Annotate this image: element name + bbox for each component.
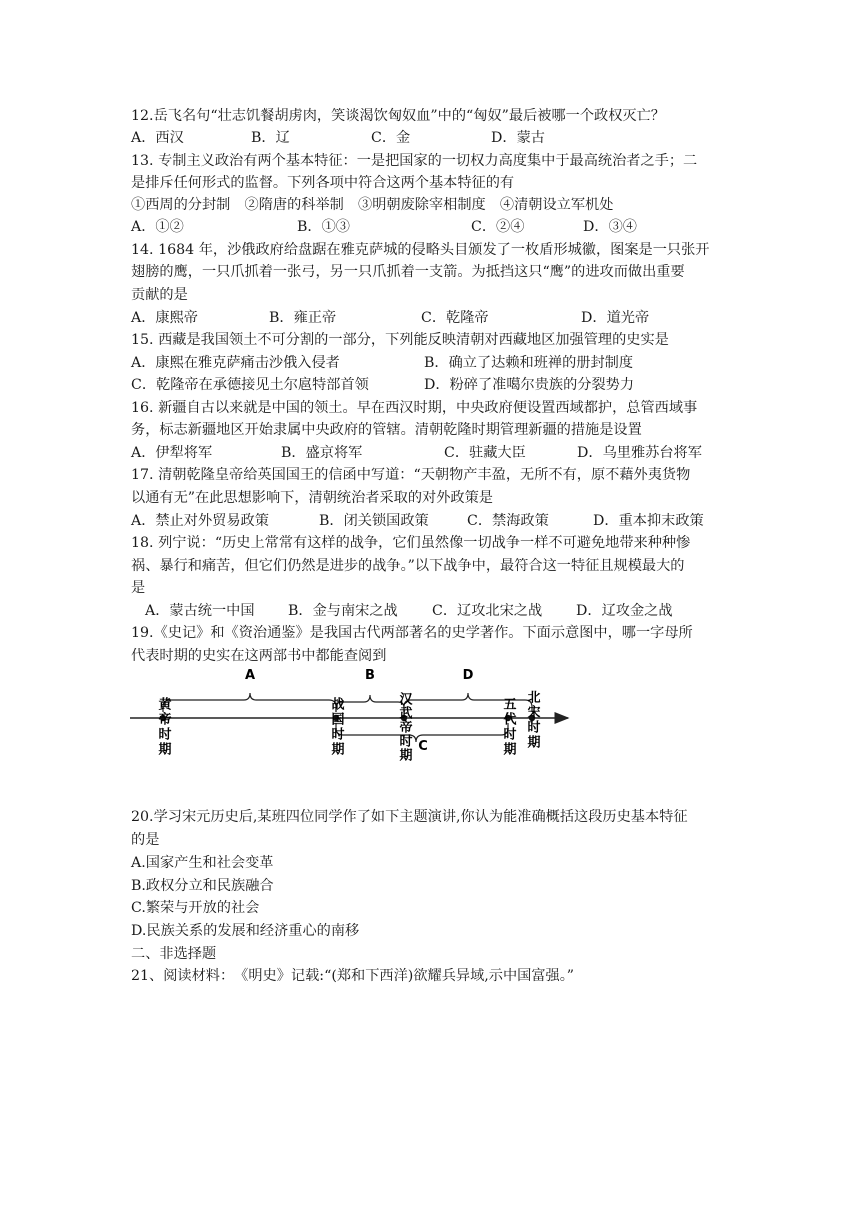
- q18-stem-line1: 18. 列宁说：“历史上常常有这样的战争，它们虽然像一切战争一样不可避免地带来种种惨: [131, 535, 691, 551]
- q12-option-c: C．金: [371, 130, 411, 146]
- period-label-wudai: 五代时期: [500, 697, 516, 757]
- q17-stem-line2: 以通有无”在此思想影响下，清朝统治者采取的对外政策是: [131, 490, 493, 506]
- q13-option-b: B．①③: [297, 219, 350, 235]
- q20-option-a: A.国家产生和社会变革: [131, 855, 274, 871]
- q18-option-d: D．辽攻金之战: [576, 603, 673, 619]
- q17-option-d: D．重本抑末政策: [593, 513, 704, 529]
- q14-option-c: C．乾隆帝: [421, 310, 489, 326]
- q13-option-a: A．①②: [131, 219, 184, 235]
- q13-option-c: C．②④: [471, 219, 525, 235]
- q13-stem-line1: 13. 专制主义政治有两个基本特征：一是把国家的一切权力高度集中于最高统治者之手；二: [131, 153, 698, 169]
- q18-stem-line2: 祸、暴行和痛苦，但它们仍然是进步的战争。”以下战争中，最符合这一特征且规模最大的: [131, 558, 685, 574]
- q16-option-c: C．驻藏大臣: [444, 445, 526, 461]
- brace-label-a: A: [244, 668, 256, 683]
- q17-option-a: A．禁止对外贸易政策: [131, 513, 269, 529]
- q13-option-d: D．③④: [583, 219, 637, 235]
- q14-option-d: D．道光帝: [581, 310, 650, 326]
- q17-option-b: B．闭关锁国政策: [319, 513, 429, 529]
- q18-option-b: B．金与南宋之战: [288, 603, 398, 619]
- q16-option-b: B．盛京将军: [281, 445, 363, 461]
- q15-option-d: D．粉碎了准噶尔贵族的分裂势力: [424, 377, 635, 393]
- q20-stem-line2: 的是: [131, 832, 160, 848]
- q12-option-a: A．西汉: [131, 130, 184, 146]
- q16-stem-line1: 16. 新疆自古以来就是中国的领土。早在西汉时期，中央政府便设置西域都护，总管西域事: [131, 400, 698, 416]
- q14-option-a: A．康熙帝: [131, 310, 198, 326]
- q18-stem-line3: 是: [131, 580, 146, 596]
- q17-option-c: C．禁海政策: [467, 513, 549, 529]
- q14-stem-line3: 贡献的是: [131, 287, 188, 303]
- q20-stem-line1: 20.学习宋元历史后,某班四位同学作了如下主题演讲,你认为能准确概括这段历史基本特征: [131, 809, 688, 825]
- q15-option-b: B．确立了达赖和班禅的册封制度: [424, 355, 634, 371]
- q14-stem-line2: 翅膀的鹰，一只爪抓着一张弓，另一只爪抓着一支箭。为抵挡这只“鹰”的进攻而做出重要: [131, 264, 685, 280]
- q15-stem: 15. 西藏是我国领土不可分割的一部分，下列能反映清朝对西藏地区加强管理的史实是: [131, 332, 669, 348]
- q21-material: 21、阅读材料： 《明史》记载:“(郑和下西洋)欲耀兵异域,示中国富强。”: [131, 968, 575, 984]
- q18-option-a: A．蒙古统一中国: [145, 603, 255, 619]
- q13-stem-line2: 是排斥任何形式的监督。下列各项中符合这两个基本特征的有: [131, 175, 515, 191]
- q15-option-c: C．乾隆帝在承德接见土尔扈特部首领: [131, 377, 369, 393]
- q18-option-c: C．辽攻北宋之战: [432, 603, 543, 619]
- timeline-diagram: [120, 664, 580, 794]
- brace-b: [336, 695, 404, 712]
- period-label-beisong: 北宋时期: [524, 690, 540, 750]
- q17-stem-line1: 17. 清朝乾隆皇帝给英国国王的信函中写道：“天朝物产丰盈，无所不有，原不藉外夷货物: [131, 467, 691, 483]
- q16-option-a: A．伊犁将军: [131, 445, 213, 461]
- period-label-hanwudi: 汉武帝时期: [396, 692, 412, 762]
- brace-a: [163, 693, 336, 712]
- q19-stem-line2: 代表时期的史实在这两部书中都能查阅到: [131, 648, 387, 664]
- brace-label-d: D: [462, 668, 474, 683]
- brace-label-c: C: [418, 739, 428, 754]
- q13-items: ①西周的分封制 ②隋唐的科举制 ③明朝废除宰相制度 ④清朝设立军机处: [131, 197, 614, 213]
- section-heading: 二、非选择题: [131, 946, 217, 962]
- period-label-huangdi: 黄帝时期: [155, 697, 171, 757]
- q12-stem: 12.岳飞名句“壮志饥餐胡虏肉，笑谈渴饮匈奴血”中的“匈奴”最后被哪一个政权灭亡？: [131, 108, 665, 124]
- q12-option-b: B．辽: [251, 130, 290, 146]
- q20-option-d: D.民族关系的发展和经济重心的南移: [131, 923, 360, 939]
- q14-option-b: B．雍正帝: [269, 310, 337, 326]
- q16-option-d: D．乌里雅苏台将军: [577, 445, 702, 461]
- q19-stem-line1: 19.《史记》和《资治通鉴》是我国古代两部著名的史学著作。下面示意图中，哪一字母所: [131, 625, 693, 641]
- period-label-zhanguo: 战国时期: [328, 697, 344, 757]
- q20-option-b: B.政权分立和民族融合: [131, 878, 274, 894]
- q12-option-d: D．蒙古: [491, 130, 545, 146]
- q16-stem-line2: 务，标志新疆地区开始隶属中央政府的管辖。清朝乾隆时期管理新疆的措施是设置: [131, 422, 642, 438]
- brace-label-b: B: [365, 668, 375, 683]
- q15-option-a: A．康熙在雅克萨痛击沙俄入侵者: [131, 355, 340, 371]
- q14-stem-line1: 14. 1684 年，沙俄政府给盘踞在雅克萨城的侵略头目颁发了一枚盾形城徽，图案是一只张开: [131, 242, 710, 258]
- q20-option-c: C.繁荣与开放的社会: [131, 900, 260, 916]
